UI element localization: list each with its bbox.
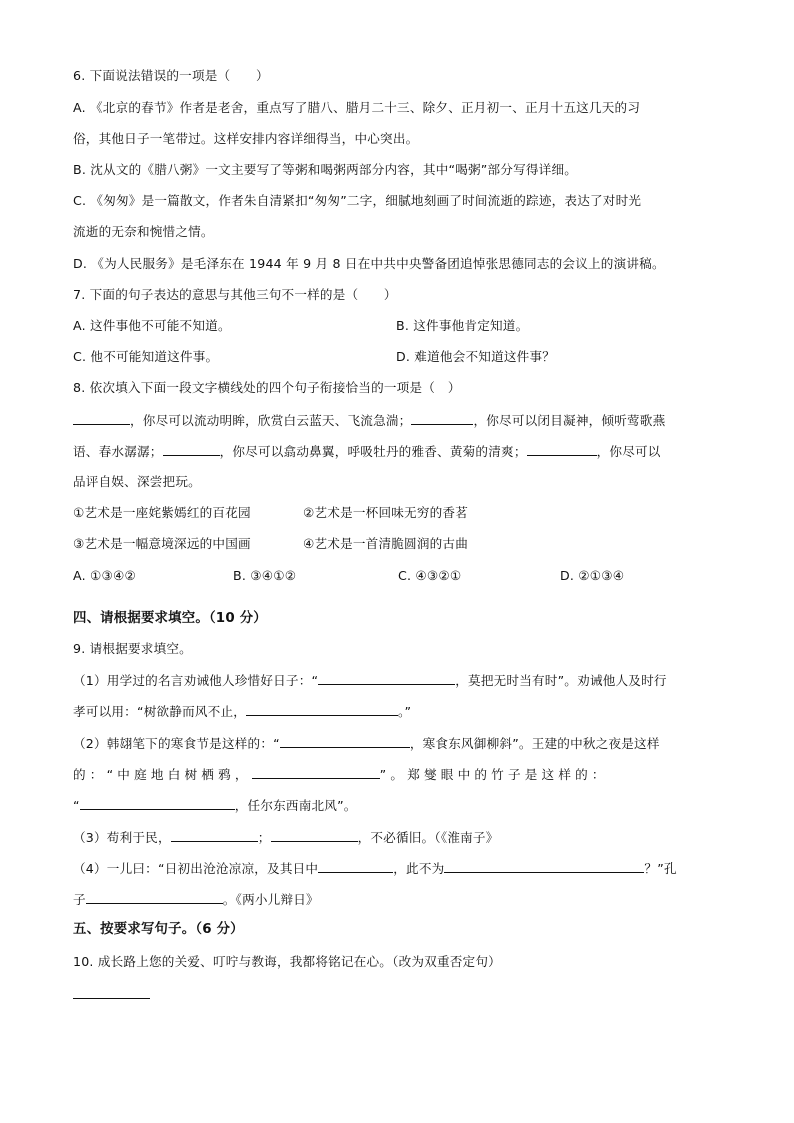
q9-blank-5[interactable]: [80, 795, 235, 810]
q9-line6: [73, 827, 725, 848]
q9-text: ，此不为: [393, 861, 445, 876]
q8-passage-line2: [73, 441, 725, 462]
q9-blank-8[interactable]: [318, 858, 393, 873]
q7-option-d: D. 难道他会不知道这件事？: [396, 349, 556, 364]
q9-text: （4）一儿曰：“日初出沧沧凉凉，及其日中: [73, 861, 319, 876]
q8-sentence-2: ②艺术是一杯回味无穷的香茗: [303, 505, 469, 520]
q9-blank-10[interactable]: [86, 889, 223, 904]
q9-line2: [73, 701, 725, 722]
q9-text: （1）用学过的名言劝诫他人珍惜好日子：“: [73, 673, 319, 688]
q9-text: 孝可以用：“树欲静而风不止，: [73, 704, 247, 719]
q9-text: ，不必循旧。（《淮南子》: [357, 830, 499, 845]
q9-text: “: [73, 798, 80, 813]
q10-stem: 10. 成长路上您的关爱、叮咛与教诲，我都将铭记在心。（改为双重否定句）: [73, 954, 501, 969]
q8-option-c: C. ④③②①: [398, 568, 462, 583]
q9-text: ，莫把无时当有时”。劝诫他人及时行: [455, 673, 667, 688]
q9-blank-4[interactable]: [252, 764, 380, 779]
q9-line8: [73, 889, 725, 910]
q9-text: （3）苟利于民，: [73, 830, 171, 845]
q8-passage-line3: 品评自娱、深尝把玩。: [73, 474, 201, 489]
q7-option-a: A. 这件事他不可能不知道。: [73, 318, 231, 333]
q8-blank-2[interactable]: [411, 410, 473, 425]
q9-blank-3[interactable]: [280, 733, 410, 748]
q9-line4: [73, 764, 725, 785]
q7-options-row1: [73, 316, 725, 336]
q9-text: 。《两小儿辩日》: [222, 892, 319, 907]
q8-option-a: A. ①③④②: [73, 568, 136, 583]
q6-option-a-line2: 俗，其他日子一笔带过。这样安排内容详细得当，中心突出。: [73, 131, 419, 146]
q6-option-b: B. 沈从文的《腊八粥》一文主要写了等粥和喝粥两部分内容，其中“喝粥”部分写得详细。: [73, 162, 578, 177]
q10-answer-line[interactable]: [73, 998, 150, 999]
q9-blank-2[interactable]: [246, 701, 398, 716]
q9-text: ”。郑燮眼中的竹子是这样的：: [379, 767, 609, 782]
q8-options-row: [73, 566, 725, 586]
q9-line3: [73, 733, 725, 754]
q7-option-b: B. 这件事他肯定知道。: [396, 318, 529, 333]
q8-sentences-row1: [73, 503, 725, 523]
q9-text: 的：“中庭地白树栖鸦，: [73, 767, 252, 782]
q9-text: ；: [257, 830, 271, 845]
q8-text-1: ，你尽可以流动明眸，欣赏白云蓝天、飞流急湍；: [130, 413, 412, 428]
q9-blank-7[interactable]: [271, 827, 358, 842]
q8-blank-1[interactable]: [73, 410, 130, 425]
q6-option-a-line1: A. 《北京的春节》作者是老舍，重点写了腊八、腊月二十三、除夕、正月初一、正月十五这几天的习: [73, 100, 641, 115]
q6-option-c-line2: 流逝的无奈和惋惜之情。: [73, 224, 214, 239]
q9-text: 子: [73, 892, 86, 907]
q7-options-row2: [73, 347, 725, 367]
q8-sentence-3: ③艺术是一幅意境深远的中国画: [73, 536, 251, 551]
q9-blank-9[interactable]: [444, 858, 644, 873]
q9-blank-1[interactable]: [318, 670, 455, 685]
q9-blank-6[interactable]: [171, 827, 258, 842]
q8-stem: 8. 依次填入下面一段文字横线处的四个句子衔接恰当的一项是（ ）: [73, 380, 461, 395]
section-4-title: 四、请根据要求填空。（10 分）: [73, 611, 267, 626]
q9-line5: [73, 795, 725, 816]
q8-option-b: B. ③④①②: [233, 568, 297, 583]
q8-text-4: ，你尽可以翕动鼻翼，呼吸牡丹的雅香、黄菊的清爽；: [219, 444, 527, 459]
q6-option-d: D. 《为人民服务》是毛泽东在 1944 年 9 月 8 日在中共中央警备团追悼张思德同志的会议上的演讲稿。: [73, 256, 665, 271]
q8-blank-3[interactable]: [163, 441, 220, 456]
q6-option-c-line1: C. 《匆匆》是一篇散文，作者朱自清紧扣“匆匆”二字，细腻地刻画了时间流逝的踪迹，表达了对时光: [73, 193, 642, 208]
q8-text-2: ，你尽可以闭目凝神，倾听莺歌燕: [473, 413, 666, 428]
section-5-title: 五、按要求写句子。（6 分）: [73, 922, 244, 937]
q8-passage-line1: [73, 410, 725, 431]
q9-line7: [73, 858, 725, 879]
q9-text: ？”孔: [644, 861, 677, 876]
q9-line1: [73, 670, 725, 691]
q7-stem: 7. 下面的句子表达的意思与其他三句不一样的是（ ）: [73, 287, 397, 302]
q8-sentences-row2: [73, 534, 725, 554]
q8-sentence-4: ④艺术是一首清脆圆润的古曲: [303, 536, 469, 551]
q9-text: 。”: [398, 704, 412, 719]
q8-option-d: D. ②①③④: [560, 568, 625, 583]
q8-text-5: ，你尽可以: [596, 444, 661, 459]
q8-blank-4[interactable]: [527, 441, 597, 456]
q8-sentence-1: ①艺术是一座姹紫嫣红的百花园: [73, 505, 251, 520]
q7-option-c: C. 他不可能知道这件事。: [73, 349, 219, 364]
q9-text: （2）韩翃笔下的寒食节是这样的：“: [73, 736, 280, 751]
q8-text-3: 语、春水潺潺；: [73, 444, 163, 459]
q6-stem: 6. 下面说法错误的一项是（ ）: [73, 68, 269, 83]
q9-stem: 9. 请根据要求填空。: [73, 641, 192, 656]
q9-text: ，任尔东西南北风”。: [234, 798, 357, 813]
q9-text: ，寒食东风御柳斜”。王建的中秋之夜是这样: [409, 736, 660, 751]
